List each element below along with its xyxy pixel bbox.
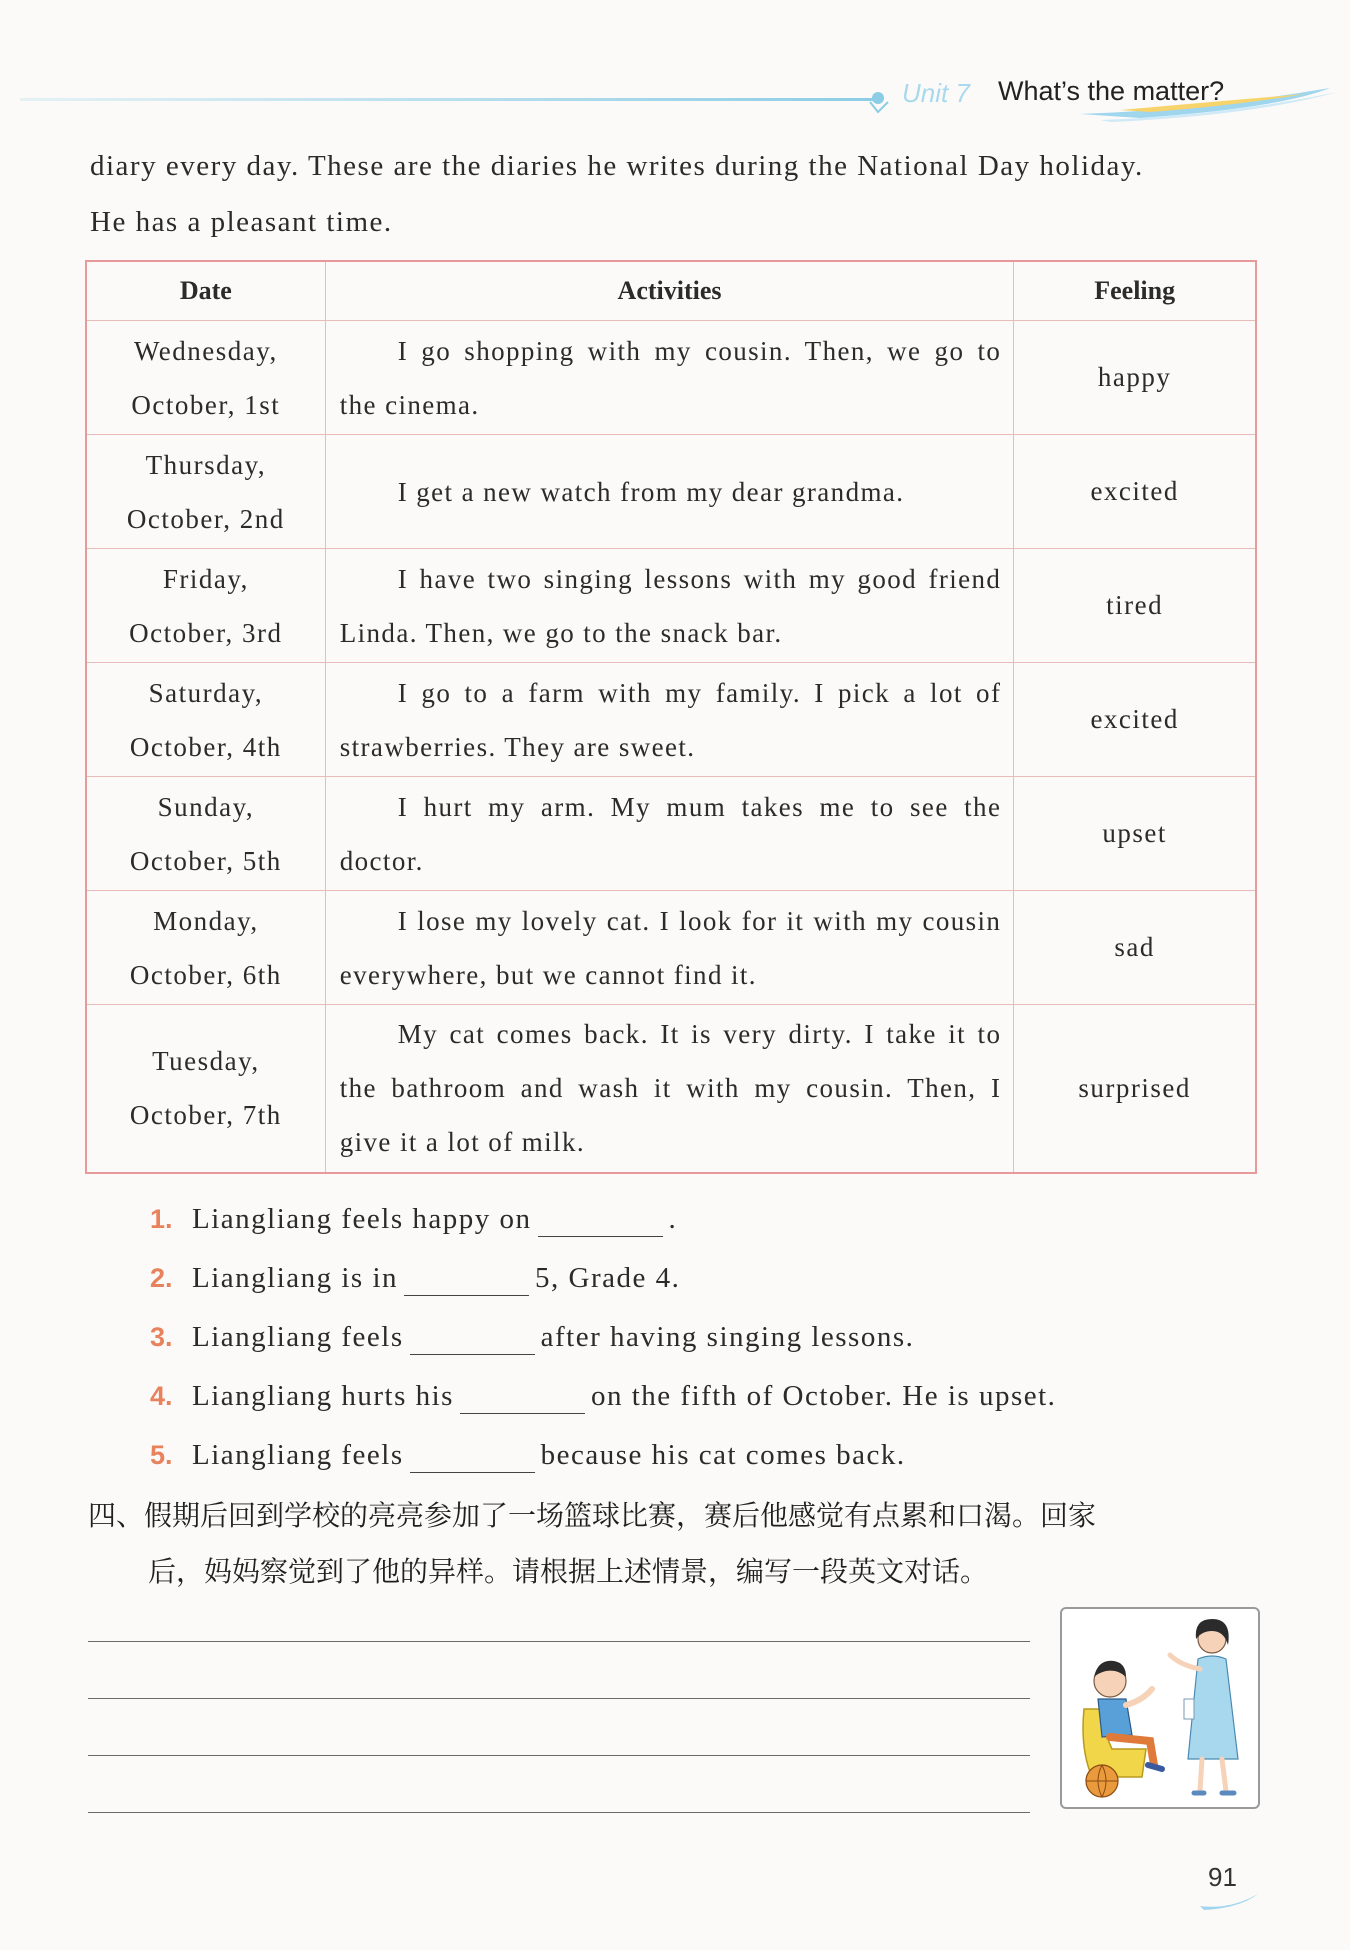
writing-line[interactable] (88, 1642, 1030, 1699)
header-feeling: Feeling (1014, 261, 1256, 321)
page-number-swoosh-icon (1200, 1892, 1260, 1912)
answer-blank[interactable] (460, 1379, 585, 1414)
feeling-cell: tired (1014, 549, 1256, 663)
question-text-before: Liangliang feels (192, 1321, 404, 1353)
mother-and-boy-illustration (1060, 1607, 1260, 1809)
page-header (0, 70, 1350, 130)
question-text-before: Liangliang feels (192, 1439, 404, 1471)
header-date: Date (86, 261, 325, 321)
questions-list (150, 1190, 1250, 1485)
activity-text: I go shopping with my cousin. Then, we go to the cinema. (339, 335, 1002, 420)
writing-area[interactable] (88, 1605, 1030, 1813)
feeling-cell: upset (1014, 777, 1256, 891)
answer-blank[interactable] (410, 1320, 535, 1355)
question-number: 3. (150, 1322, 173, 1352)
date-cell (86, 549, 325, 663)
day-text: Thursday, (145, 449, 267, 480)
illustration-drawing (1062, 1609, 1258, 1807)
question-text-before: Liangliang is in (192, 1262, 399, 1294)
question-text-before: Liangliang hurts his (192, 1380, 454, 1412)
day-text: Saturday, (148, 677, 264, 708)
table-row (86, 777, 1256, 891)
activity-cell (325, 663, 1014, 777)
feeling-cell: sad (1014, 891, 1256, 1005)
table-row (86, 891, 1256, 1005)
header-swoosh-icon (1080, 80, 1340, 125)
question-number: 4. (150, 1381, 173, 1411)
date-cell (86, 777, 325, 891)
unit-label: Unit 7 (902, 78, 970, 108)
section-four-prompt (88, 1488, 1268, 1600)
table-row (86, 321, 1256, 435)
writing-line[interactable] (88, 1756, 1030, 1813)
day-text: Friday, (162, 563, 249, 594)
question-text-after: 5, Grade 4. (535, 1262, 681, 1294)
activity-text: My cat comes back. It is very dirty. I take it to the bathroom and wash it with my cousin. Then, I give it a lot of milk. (339, 1019, 1002, 1158)
question-text-after: because his cat comes back. (540, 1439, 906, 1471)
date-cell (86, 891, 325, 1005)
writing-line[interactable] (88, 1605, 1030, 1642)
date-text: October, 1st (131, 389, 281, 420)
date-cell (86, 663, 325, 777)
activity-text: I go to a farm with my family. I pick a lot of strawberries. They are sweet. (339, 677, 1002, 762)
activity-text: I lose my lovely cat. I look for it with my cousin everywhere, but we cannot find it. (339, 905, 1002, 990)
table-row (86, 1005, 1256, 1173)
question-text-after: . (668, 1203, 678, 1235)
activity-cell (325, 1005, 1014, 1173)
section-four-line-1: 四、假期后回到学校的亮亮参加了一场篮球比赛，赛后他感觉有点累和口渴。回家 (88, 1499, 1097, 1532)
header-activities: Activities (325, 261, 1014, 321)
answer-blank[interactable] (410, 1438, 535, 1473)
feeling-cell: excited (1014, 663, 1256, 777)
question-item (150, 1426, 1250, 1485)
question-item (150, 1249, 1250, 1308)
question-item (150, 1190, 1250, 1249)
day-text: Sunday, (157, 791, 255, 822)
question-text-before: Liangliang feels happy on (192, 1203, 532, 1235)
date-cell (86, 1005, 325, 1173)
feeling-cell: surprised (1014, 1005, 1256, 1173)
activity-text: I get a new watch from my dear grandma. (397, 476, 905, 507)
day-text: Monday, (153, 905, 259, 936)
activity-cell (325, 777, 1014, 891)
diary-table (85, 260, 1257, 1174)
activity-cell (325, 435, 1014, 549)
intro-text (90, 138, 1260, 250)
answer-blank[interactable] (404, 1261, 529, 1296)
date-text: October, 5th (129, 845, 282, 876)
table-header-row (86, 261, 1256, 321)
date-text: October, 6th (129, 959, 282, 990)
activity-cell (325, 321, 1014, 435)
table-row (86, 663, 1256, 777)
writing-line[interactable] (88, 1699, 1030, 1756)
question-item (150, 1308, 1250, 1367)
question-item (150, 1367, 1250, 1426)
question-number: 5. (150, 1440, 173, 1470)
header-rule (20, 98, 880, 101)
activity-cell (325, 891, 1014, 1005)
intro-line-1: diary every day. These are the diaries he writes during the National Day holiday. (90, 150, 1144, 182)
date-cell (86, 321, 325, 435)
table-row (86, 435, 1256, 549)
date-text: October, 2nd (126, 503, 285, 534)
question-number: 2. (150, 1263, 173, 1293)
date-text: October, 7th (129, 1100, 282, 1131)
date-text: October, 3rd (129, 617, 283, 648)
intro-line-2: He has a pleasant time. (90, 206, 393, 238)
answer-blank[interactable] (538, 1202, 663, 1237)
activity-text: I hurt my arm. My mum takes me to see the doctor. (339, 791, 1002, 876)
header-check-icon (868, 100, 890, 114)
question-text-after: on the fifth of October. He is upset. (590, 1380, 1057, 1412)
unit-title: What’s the matter? (998, 76, 1225, 106)
question-number: 1. (150, 1204, 173, 1234)
feeling-cell: excited (1014, 435, 1256, 549)
activity-cell (325, 549, 1014, 663)
question-text-after: after having singing lessons. (540, 1321, 915, 1353)
page-number: 91 (1208, 1862, 1237, 1892)
activity-text: I have two singing lessons with my good friend Linda. Then, we go to the snack bar. (339, 563, 1002, 648)
date-cell (86, 435, 325, 549)
date-text: October, 4th (129, 731, 282, 762)
feeling-cell: happy (1014, 321, 1256, 435)
day-text: Tuesday, (152, 1046, 260, 1077)
day-text: Wednesday, (133, 335, 278, 366)
table-row (86, 549, 1256, 663)
section-four-line-2: 后，妈妈察觉到了他的异样。请根据上述情景，编写一段英文对话。 (148, 1555, 989, 1588)
